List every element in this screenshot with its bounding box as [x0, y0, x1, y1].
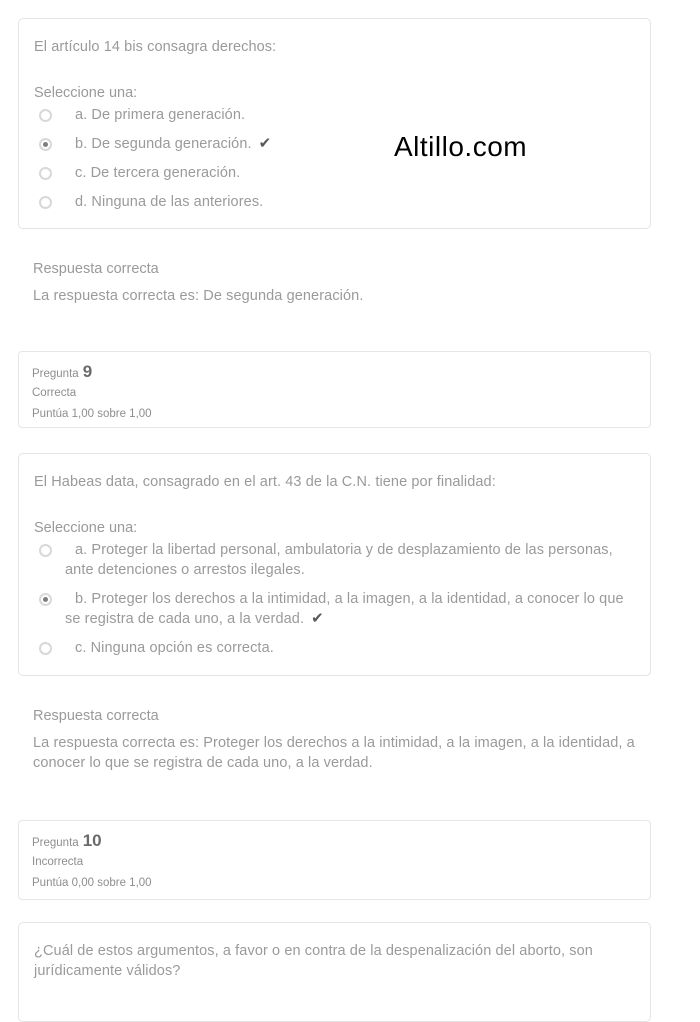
radio-button[interactable]	[39, 196, 52, 209]
option-row	[34, 540, 635, 580]
watermark: Altillo.com	[394, 131, 528, 162]
question-box-2	[18, 453, 651, 676]
question-state: Correcta	[32, 387, 77, 399]
radio-button[interactable]	[39, 544, 52, 557]
option-label[interactable]: c. De tercera generación.	[75, 165, 241, 181]
question-prompt: ¿Cuál de estos argumentos, a favor o en contra de la despenalización del aborto, son jurídicamente válidos?	[34, 943, 593, 979]
radio-button[interactable]	[39, 109, 52, 122]
correct-check-icon: ✔	[258, 135, 272, 152]
option-label[interactable]: a. De primera generación.	[75, 107, 246, 123]
question-box-3	[18, 922, 651, 1022]
correct-check-icon: ✔	[311, 610, 324, 627]
question-number: 10	[82, 831, 102, 850]
question-info-box	[18, 820, 651, 900]
option-row	[34, 134, 635, 154]
option-label[interactable]: b. Proteger los derechos a la intimidad, a la imagen, a la identidad, a conocer lo que se registra de cada uno, a la verdad. ✔	[65, 591, 624, 627]
question-grade: Puntúa 1,00 sobre 1,00	[32, 408, 152, 420]
radio-button[interactable]	[39, 593, 52, 606]
radio-button[interactable]	[39, 167, 52, 180]
option-label[interactable]: b. De segunda generación. ✔	[75, 135, 272, 152]
question-number-label: Pregunta	[32, 368, 79, 380]
feedback-title: Respuesta correcta	[33, 261, 159, 277]
question-number: 9	[82, 362, 93, 381]
option-row	[34, 163, 635, 183]
feedback-title: Respuesta correcta	[33, 708, 159, 724]
feedback-text: La respuesta correcta es: Proteger los derechos a la intimidad, a la imagen, a la identidad, a conocer lo que se registra de cada uno, a la verdad.	[33, 735, 635, 771]
radio-button[interactable]	[39, 138, 52, 151]
option-row	[34, 105, 635, 125]
feedback-block	[33, 706, 658, 773]
select-one-label: Seleccione una:	[34, 520, 138, 536]
select-one-label: Seleccione una:	[34, 85, 138, 101]
feedback-block	[33, 259, 658, 306]
option-label[interactable]: a. Proteger la libertad personal, ambulatoria y de desplazamiento de las personas, ante detenciones o arrestos ilegales.	[65, 542, 613, 578]
question-grade: Puntúa 0,00 sobre 1,00	[32, 877, 152, 889]
question-state: Incorrecta	[32, 856, 84, 868]
question-number-label: Pregunta	[32, 837, 79, 849]
feedback-text: La respuesta correcta es: De segunda generación.	[33, 288, 364, 304]
question-prompt: El Habeas data, consagrado en el art. 43 de la C.N. tiene por finalidad:	[34, 474, 496, 490]
option-row	[34, 192, 635, 212]
option-row	[34, 638, 635, 658]
option-row	[34, 589, 635, 629]
question-box-1	[18, 18, 651, 229]
question-info-box	[18, 351, 651, 428]
option-label[interactable]: c. Ninguna opción es correcta.	[75, 640, 274, 656]
question-prompt: El artículo 14 bis consagra derechos:	[34, 39, 277, 55]
radio-button[interactable]	[39, 642, 52, 655]
option-label[interactable]: d. Ninguna de las anteriores.	[75, 194, 264, 210]
